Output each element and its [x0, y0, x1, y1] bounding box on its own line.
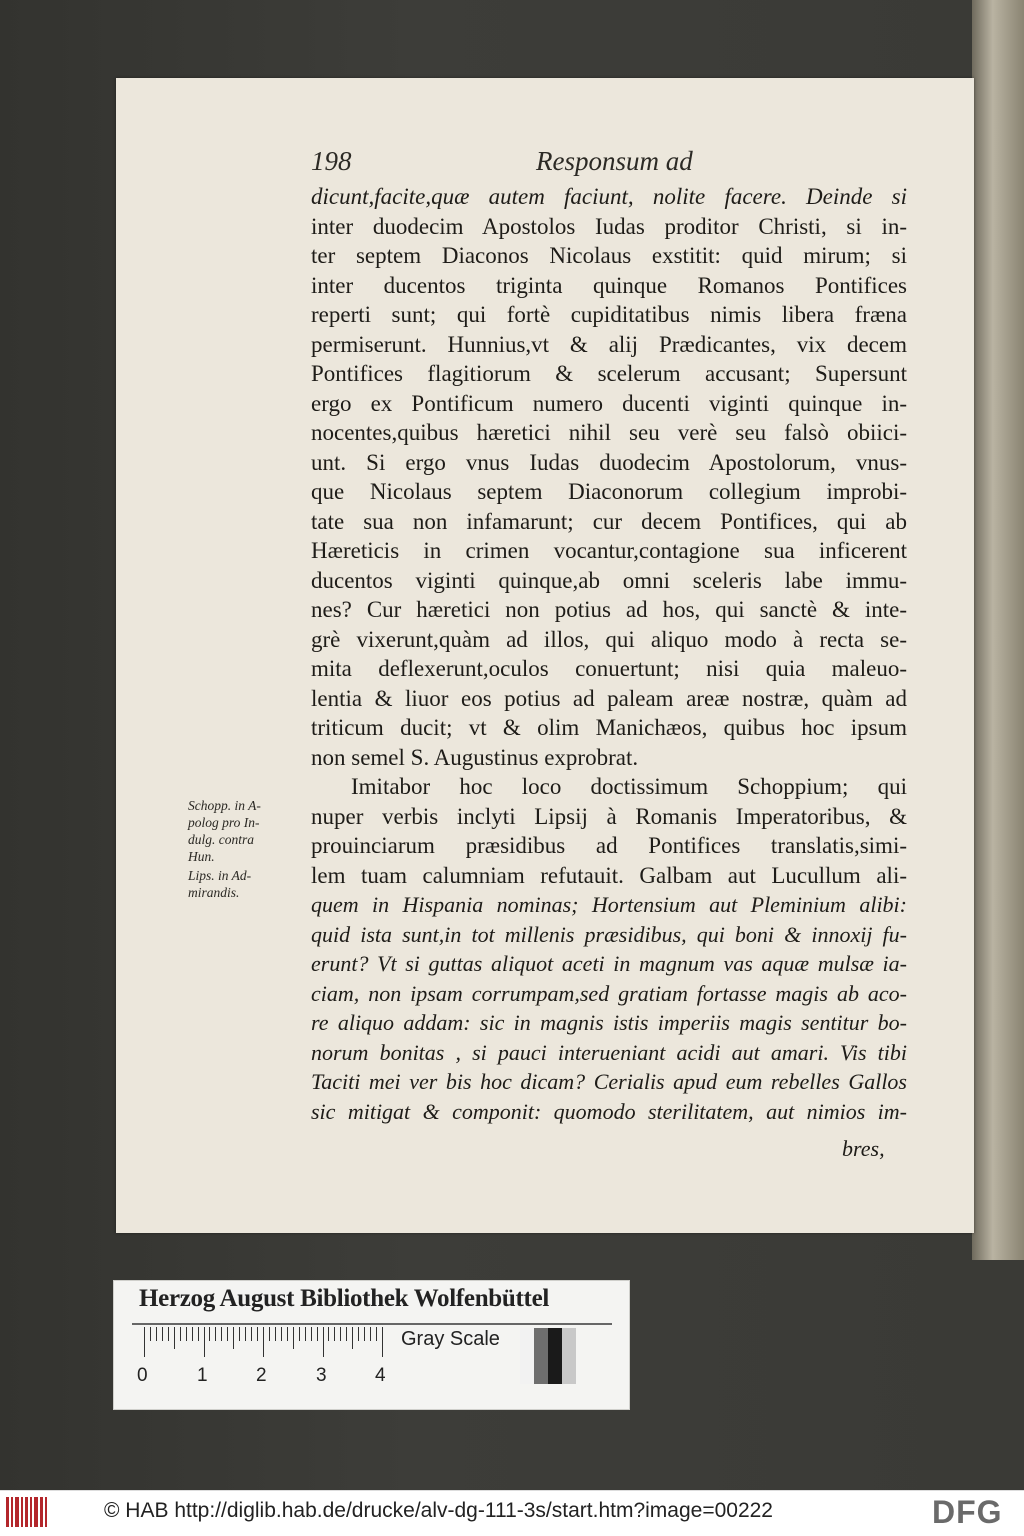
ruler-tick: [204, 1327, 205, 1357]
scale-number-4: 4: [375, 1365, 386, 1386]
logo-bar: [6, 1497, 9, 1527]
margin-note-line: dulg. contra: [188, 832, 254, 847]
text-line: erunt? Vt si guttas aliquot aceti in magnum vas aquæ mulsæ ia-: [311, 951, 907, 976]
logo-bar: [30, 1497, 32, 1527]
ruler-tick: [233, 1327, 234, 1349]
margin-note-line: Schopp. in A-: [188, 798, 261, 813]
text-line: Hæreticis in crimen vocantur,contagione sua inficerent: [311, 538, 907, 563]
ruler-tick: [215, 1327, 216, 1341]
ruler-tick: [275, 1327, 276, 1341]
text-line: sic mitigat & componit: quomodo sterilitatem, aut nimios im-: [311, 1098, 907, 1124]
ruler-tick: [364, 1327, 365, 1341]
text-line: ciam, non ipsam corrumpam,sed gratiam fortasse magis ab aco-: [311, 980, 907, 1006]
logo-bar: [11, 1497, 13, 1527]
text-line: re aliquo addam: sic in magnis istis imperiis magis sentitur bo-: [311, 1010, 907, 1035]
scale-number-2: 2: [256, 1365, 267, 1386]
text-line: norum bonitas , si pauci interueniant acidi aut amari. Vis tibi: [311, 1039, 907, 1065]
text-line: triticum ducit; vt & olim Manichæos, quibus hoc ipsum: [311, 715, 907, 740]
text-line: ter septem Diaconos Nicolaus exstitit: quid mirum; si: [311, 243, 907, 268]
ruler-tick: [311, 1327, 312, 1341]
scale-number-1: 1: [197, 1365, 208, 1386]
text-line: nocentes,quibus hæretici nihil seu verè seu falsò obiici-: [311, 420, 907, 445]
adjacent-page-edge: [972, 0, 1024, 1260]
text-line: permiserunt. Hunnius,vt & alij Prædicantes, vix decem: [311, 331, 907, 357]
ruler-tick: [317, 1327, 318, 1341]
source-url[interactable]: © HAB http://diglib.hab.de/drucke/alv-dg-111-3s/start.htm?image=00222: [104, 1499, 773, 1522]
ruler-tick: [305, 1327, 306, 1341]
text-line: prouinciarum præsidibus ad Pontifices translatis,simi-: [311, 833, 907, 858]
text-line: unt. Si ergo vnus Iudas duodecim Apostolorum, vnus-: [311, 449, 907, 475]
ruler-tick: [263, 1327, 264, 1357]
gray-scale-label: Gray Scale: [401, 1328, 500, 1350]
logo-bar: [34, 1497, 38, 1527]
ruler-tick: [281, 1327, 282, 1341]
color-card: [113, 1280, 630, 1410]
scale-number-0: 0: [137, 1365, 148, 1386]
margin-note-line: Hun.: [188, 849, 215, 864]
swatch-white: [520, 1328, 534, 1384]
running-head: [311, 146, 901, 182]
body-text: [311, 182, 907, 1126]
ruler-tick: [269, 1327, 270, 1341]
text-line: ducentos viginti quinque,ab omni sceleris labe immu-: [311, 567, 907, 593]
text-line: nuper verbis inclyti Lipsij à Romanis Imperatoribus, &: [311, 803, 907, 829]
ruler-tick: [257, 1327, 258, 1341]
text-line: grè vixerunt,quàm ad illos, qui aliquo modo à recta se-: [311, 626, 907, 652]
text-line: Taciti mei ver bis hoc dicam? Cerialis apud eum rebelles Gallos: [311, 1069, 907, 1094]
ruler-tick: [382, 1327, 383, 1357]
text-line: inter ducentos triginta quinque Romanos Pontifices: [311, 272, 907, 298]
ruler-tick: [251, 1327, 252, 1341]
ruler: [144, 1327, 394, 1371]
ruler-tick: [174, 1327, 175, 1349]
margin-note-line: mirandis.: [188, 885, 240, 900]
running-title: Responsum ad: [536, 146, 693, 176]
ruler-tick: [299, 1327, 300, 1341]
ruler-tick: [192, 1327, 193, 1341]
text-line: lentia & liuor eos potius ad paleam areæ nostræ, quàm ad: [311, 685, 907, 711]
text-line: Imitabor hoc loco doctissimum Schoppium; qui: [351, 774, 907, 799]
swatch-light-gray: [562, 1328, 576, 1384]
ruler-tick: [239, 1327, 240, 1341]
text-line: tate sua non infamarunt; cur decem Pontifices, qui ab: [311, 508, 907, 534]
card-divider: [132, 1323, 612, 1325]
swatch-gray: [534, 1328, 548, 1384]
ruler-tick: [245, 1327, 246, 1341]
text-line: dicunt,facite,quæ autem faciunt, nolite facere. Deinde si: [311, 184, 907, 209]
page-number: 198: [311, 146, 352, 176]
card-title: Herzog August Bibliothek Wolfenbüttel: [139, 1285, 550, 1312]
ruler-tick: [328, 1327, 329, 1341]
ruler-tick: [358, 1327, 359, 1341]
ruler-tick: [209, 1327, 210, 1341]
ruler-tick: [162, 1327, 163, 1341]
text-line: mita deflexerunt,oculos conuertunt; nisi quia maleuo-: [311, 656, 907, 681]
hab-logo-icon: [6, 1497, 48, 1527]
ruler-tick: [334, 1327, 335, 1341]
ruler-tick: [198, 1327, 199, 1341]
ruler-tick: [180, 1327, 181, 1341]
text-line: lem tuam calumniam refutauit. Galbam aut Lucullum ali-: [311, 862, 907, 888]
text-line: nes? Cur hæretici non potius ad hos, qui sanctè & inte-: [311, 597, 907, 622]
ruler-tick: [168, 1327, 169, 1341]
swatch-black: [548, 1328, 562, 1384]
ruler-tick: [287, 1327, 288, 1341]
ruler-tick: [221, 1327, 222, 1341]
ruler-tick: [323, 1327, 324, 1357]
text-line: quid ista sunt,in tot millenis præsidibus, qui boni & innoxij fu-: [311, 921, 907, 947]
dfg-logo: DFG: [932, 1494, 1003, 1530]
margin-note-line: polog pro In-: [188, 815, 260, 830]
text-line: Pontifices flagitiorum & scelerum accusant; Supersunt: [311, 361, 907, 386]
ruler-tick: [346, 1327, 347, 1341]
ruler-tick: [156, 1327, 157, 1341]
ruler-tick: [186, 1327, 187, 1341]
text-line: inter duodecim Apostolos Iudas proditor Christi, si in-: [311, 213, 907, 239]
text-line: ergo ex Pontificum numero ducenti viginti quinque in-: [311, 390, 907, 416]
margin-note: [188, 797, 292, 901]
ruler-tick: [150, 1327, 151, 1341]
ruler-tick: [293, 1327, 294, 1349]
logo-bar: [45, 1497, 47, 1527]
logo-bar: [21, 1497, 23, 1527]
ruler-tick: [376, 1327, 377, 1341]
ruler-tick: [340, 1327, 341, 1341]
ruler-tick: [144, 1327, 145, 1357]
ruler-tick: [227, 1327, 228, 1341]
text-line: reperti sunt; qui fortè cupiditatibus nimis libera fræna: [311, 302, 907, 327]
scale-number-3: 3: [316, 1365, 327, 1386]
logo-bar: [25, 1497, 28, 1527]
catchword: bres,: [842, 1136, 885, 1161]
ruler-tick: [352, 1327, 353, 1349]
text-line: non semel S. Augustinus exprobrat.: [311, 744, 639, 770]
margin-note-line: Lips. in Ad-: [188, 868, 252, 883]
logo-bar: [15, 1497, 19, 1527]
text-line: quem in Hispania nominas; Hortensium aut Pleminium alibi:: [311, 892, 907, 917]
logo-bar: [40, 1497, 43, 1527]
text-line: que Nicolaus septem Diaconorum collegium improbi-: [311, 479, 907, 504]
ruler-tick: [370, 1327, 371, 1341]
